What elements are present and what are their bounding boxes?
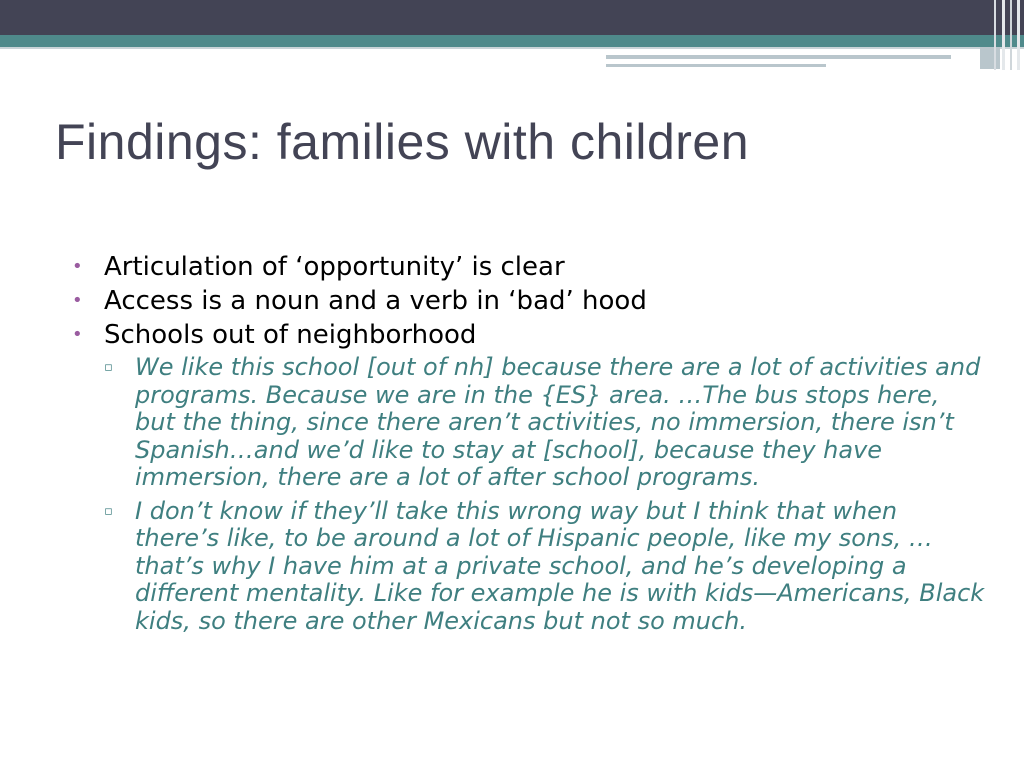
decorative-stripe <box>1010 0 1012 70</box>
quote-item <box>104 498 985 636</box>
bullet-dot-icon: • <box>72 256 83 277</box>
bullet-list <box>72 250 992 641</box>
bullet-dot-icon: • <box>72 290 83 311</box>
quote-text: I don’t know if they’ll take this wrong way but I think that when there’s like, to be around a lot of Hispanic people, like my sons, …that’s why I have him at a private school, and he’s developing a different mentality. Like for example he is with kids—Americans, Black kids, so there are other Mexicans but not so much. <box>135 496 985 635</box>
teal-accent-band <box>0 35 1024 47</box>
decorative-stripe <box>1017 0 1020 70</box>
decorative-line <box>606 64 826 67</box>
bullet-item <box>72 284 992 318</box>
bullet-item <box>72 250 992 284</box>
bullet-text: Articulation of ‘opportunity’ is clear <box>104 252 565 282</box>
decorative-line <box>606 55 951 59</box>
light-accent-band <box>0 47 1024 49</box>
decorative-stripe <box>1002 0 1005 70</box>
decorative-block <box>980 47 1000 69</box>
decorative-stripe <box>994 0 996 70</box>
bullet-text: Access is a noun and a verb in ‘bad’ hood <box>104 286 647 316</box>
slide-title: Findings: families with children <box>55 114 750 170</box>
quote-text: We like this school [out of nh] because there are a lot of activities and programs. Because we are in the {ES} area. …The bus stops here, but the thing, since there aren’t activities, no immersion, there isn’t Spanish…and we’d like to stay at [school], because they have immersion, there are a lot of after school programs. <box>135 353 981 491</box>
square-bullet-icon: ▫ <box>104 360 113 375</box>
header-band <box>0 0 1024 35</box>
bullet-dot-icon: • <box>72 324 83 345</box>
quote-list <box>104 354 992 635</box>
bullet-text: Schools out of neighborhood <box>104 320 477 350</box>
bullet-item <box>72 318 992 352</box>
quote-item <box>104 354 985 492</box>
square-bullet-icon: ▫ <box>104 503 113 519</box>
